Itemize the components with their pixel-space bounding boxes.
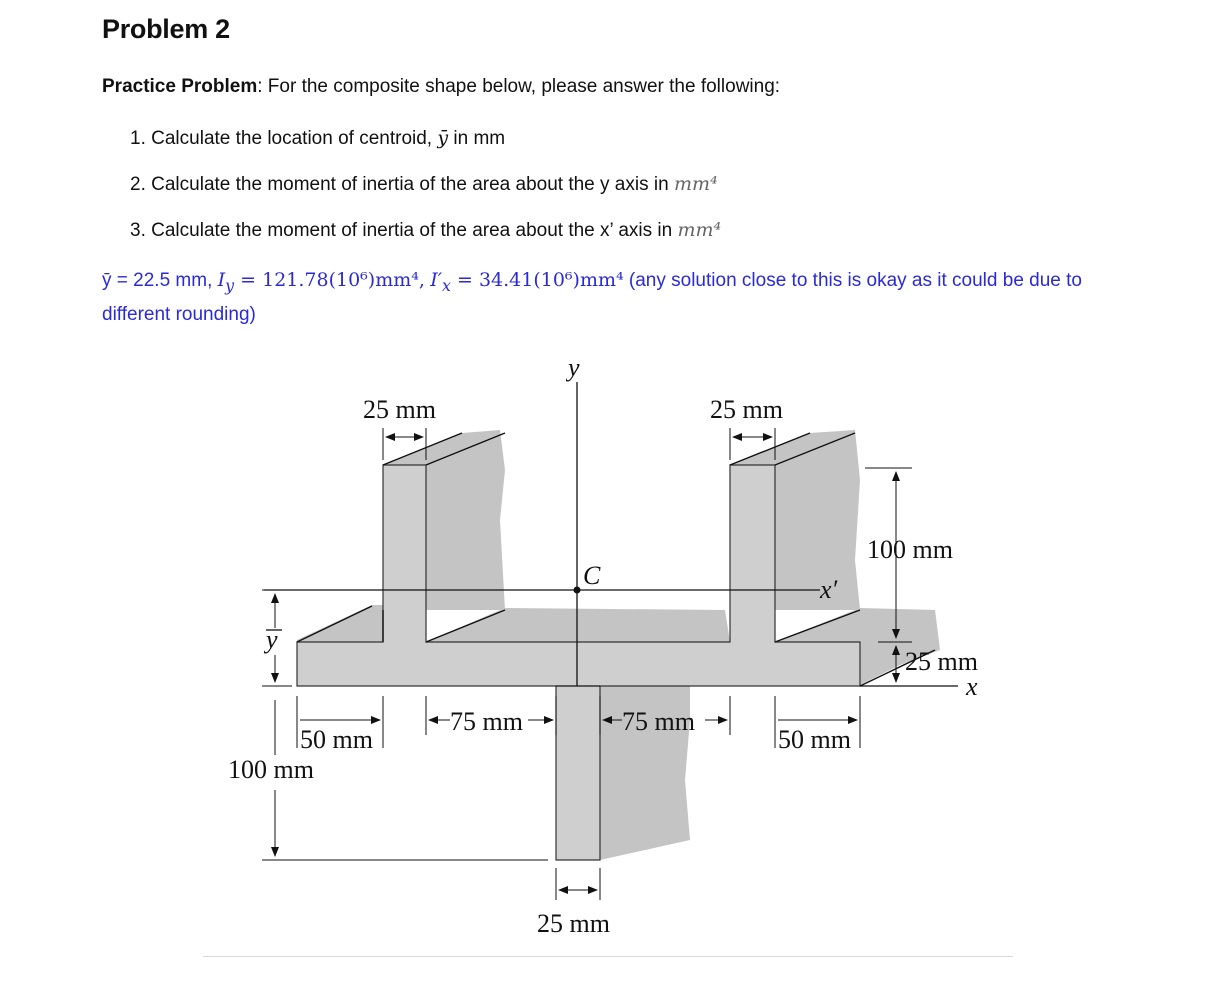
answer-note: (any solution close to this is okay as it could be due to different rounding) xyxy=(102,270,1082,325)
question-text: Calculate the location of centroid, xyxy=(151,128,438,149)
dim-100-right: 100 mm xyxy=(867,535,953,564)
dim-25-right: 25 mm xyxy=(905,647,978,676)
question-number: 2. xyxy=(130,174,146,195)
intro-body: : For the composite shape below, please answer the following: xyxy=(257,76,781,97)
dim-25-bottom: 25 mm xyxy=(537,909,610,938)
dim-top-right: 25 mm xyxy=(710,395,783,424)
y-axis-label: y xyxy=(568,353,580,382)
question-text: Calculate the moment of inertia of the area about the x’ axis in xyxy=(151,220,678,241)
answer-iy: $I_y = 121.78(10^6)mm^4$, xyxy=(217,269,425,295)
problem-title: Problem 2 xyxy=(102,14,230,44)
question-unit: mm⁴ xyxy=(677,219,722,241)
question-number: 3. xyxy=(130,220,146,241)
question-unit: mm⁴ xyxy=(673,173,718,195)
shape-front-faces xyxy=(297,465,860,860)
question-tail: in mm xyxy=(448,128,506,149)
answer-ybar: ȳ = 22.5 mm, xyxy=(102,270,213,291)
question-number: 1. xyxy=(130,128,146,149)
dim-top-left: 25 mm xyxy=(363,395,436,424)
dim-75-left: 75 mm xyxy=(450,707,523,736)
dim-50-left: 50 mm xyxy=(300,725,373,754)
divider xyxy=(203,956,1013,957)
dim-50-right: 50 mm xyxy=(778,725,851,754)
answer-ix: $I'_x = 34.41(10^6)mm^4$ xyxy=(430,269,624,295)
centroid-label: C xyxy=(583,561,601,590)
x-axis-label: x xyxy=(966,672,978,701)
ybar-label: y xyxy=(266,625,278,654)
centroid-point xyxy=(574,587,581,594)
intro-lead: Practice Problem xyxy=(102,76,258,97)
dim-100-left: 100 mm xyxy=(228,755,314,784)
ybar-symbol: ȳ xyxy=(437,127,449,149)
xprime-axis-label: x′ xyxy=(820,575,838,604)
dim-75-right: 75 mm xyxy=(622,707,695,736)
question-text: Calculate the moment of inertia of the area about the y axis in xyxy=(151,174,674,195)
